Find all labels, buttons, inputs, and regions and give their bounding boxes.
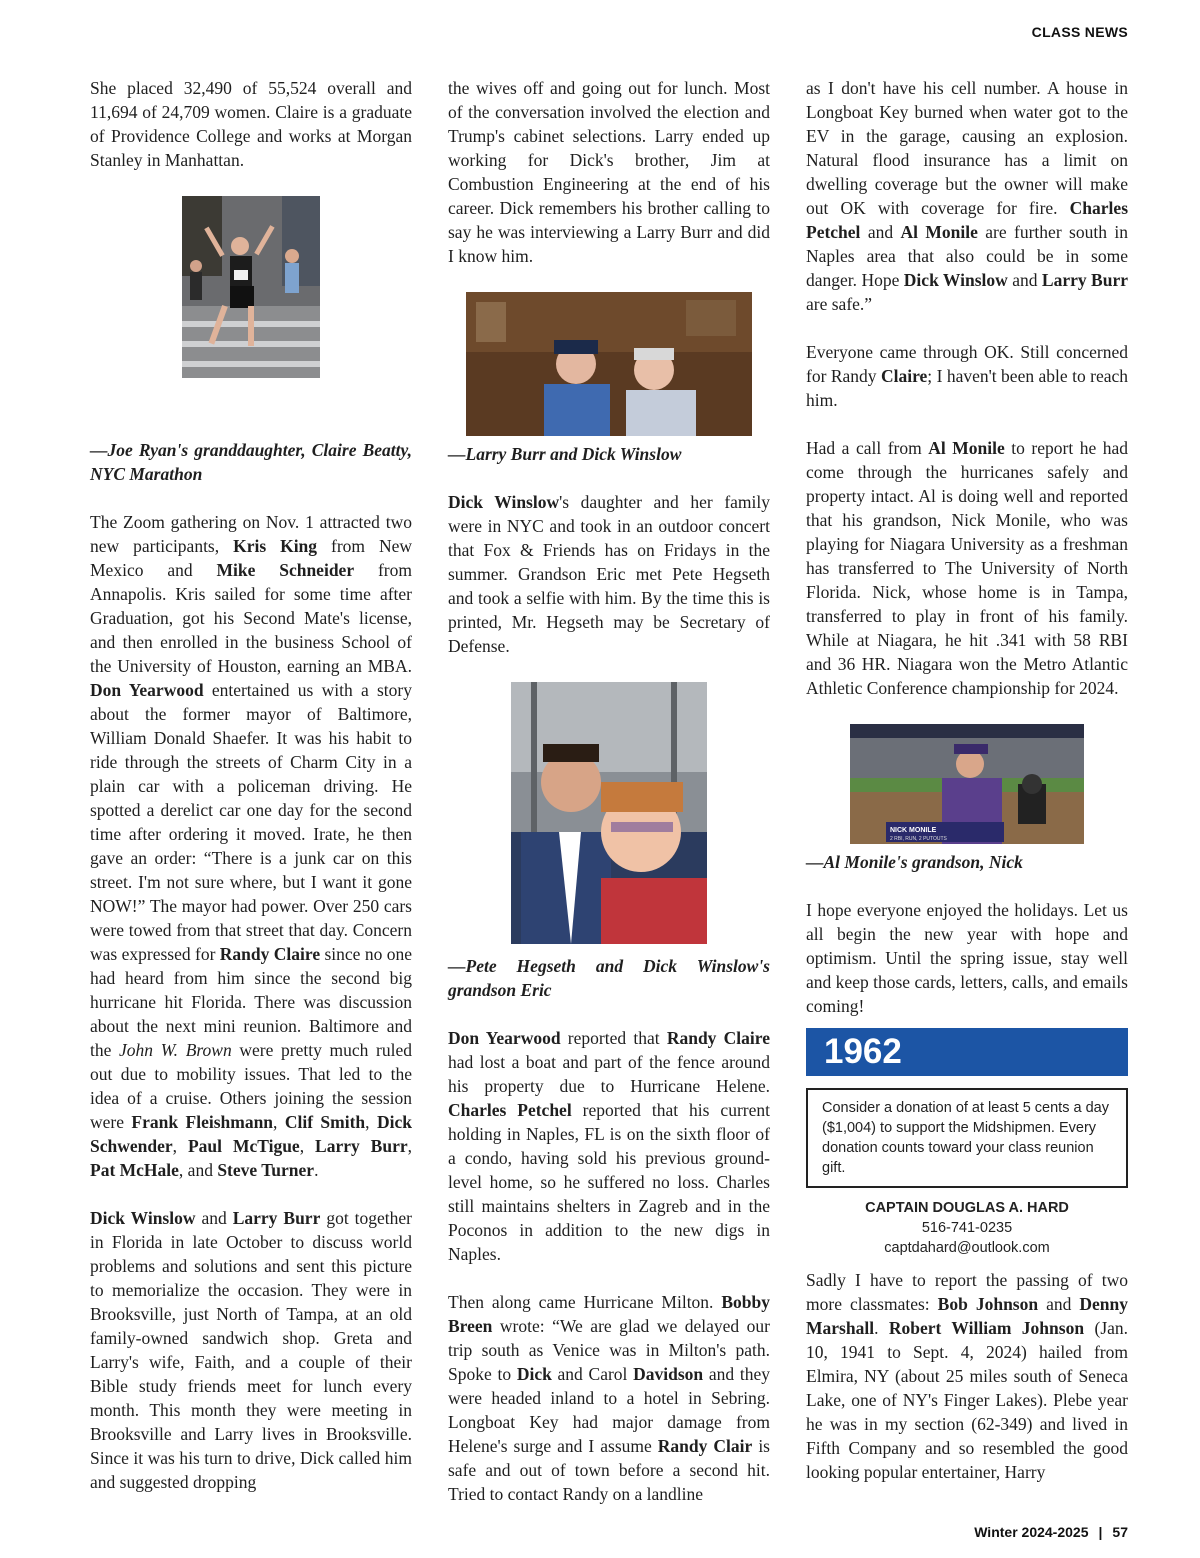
class-year-banner: 1962	[806, 1028, 1128, 1076]
paragraph-everyone-ok: Everyone came through OK. Still concerned for Randy Claire; I haven't been able to reach him.	[806, 342, 1128, 410]
paragraph-passing-classmates: Sadly I have to report the passing of two more classmates: Bob Johnson and Denny Marshall. Robert William Johnson (Jan. 10, 1941 to Sept. 4, 2024) hailed from Elmira, NY (about 25 miles south of Seneca Lake, one of NY's Finger Lakes). Plebe year he was in my section (62-349) and lived in Fifth Company and so resembled the good looking popular entertainer, Harry	[806, 1270, 1129, 1482]
paragraph-hurricane-milton: Then along came Hurricane Milton. Bobby Breen wrote: “We are glad we delayed our trip south as Venice was in Milton's path. Spoke to Dick and Carol Davidson and they were headed inland to a hotel in Sebring. Longboat Key had major damage from Helene's surge and I assume Randy Clair is safe and out of town before a second hit. Tried to contact Randy on a landline	[448, 1292, 770, 1504]
nick-monile-photo-image	[850, 724, 1084, 844]
marathon-photo-image	[182, 196, 320, 378]
paragraph-hegseth-selfie: Dick Winslow's daughter and her family were in NYC and took in an outdoor concert that Fox & Friends has on Fridays in the summer. Grandson Eric met Pete Hegseth and took a selfie with him. By the time this is printed, Mr. Hegseth may be Secretary of Defense.	[448, 492, 770, 656]
paragraph-helene-losses: Don Yearwood reported that Randy Claire had lost a boat and part of the fence around his property due to Hurricane Helene. Charles Petchel reported that his current holding in Naples, FL is on the sixth floor of a condo, having sold his previous ground-level home, so he suffered no loss. Charles still maintains shelters in Zagreb and in the Poconos in addition to the new digs in Naples.	[448, 1028, 770, 1264]
column-1	[90, 76, 412, 1494]
photo-hegseth-eric	[511, 682, 707, 944]
paragraph-closing: I hope everyone enjoyed the holidays. Let us all begin the new year with hope and optimism. Until the spring issue, stay well and keep those cards, letters, calls, and emails coming!	[806, 900, 1128, 1016]
column-2	[448, 76, 770, 1506]
contact-name: CAPTAIN DOUGLAS A. HARD	[865, 1200, 1069, 1216]
caption-marathon: —Joe Ryan's granddaughter, Claire Beatty, NYC Marathon	[90, 440, 412, 484]
caption-burr-winslow: —Larry Burr and Dick Winslow	[448, 444, 682, 464]
page-footer	[974, 1524, 1128, 1540]
column-3	[806, 76, 1128, 1484]
donation-box: Consider a donation of at least 5 cents a day ($1,004) to support the Midshipmen. Every donation counts toward your class reunion gift.	[806, 1088, 1128, 1188]
paragraph-al-monile: Had a call from Al Monile to report he had come through the hurricanes safely and property intact. Al is doing well and reported that his grandson, Nick Monile, who was playing for Niagara University as a freshman has transferred to The University of North Florida. Nick, whose home is in Tampa, transferred to play in front of his family. While at Niagara, he hit .341 with 58 RBI and 36 HR. Niagara won the Metro Atlantic Athletic Conference championship for 2024.	[806, 438, 1128, 698]
page-number: 57	[1112, 1524, 1128, 1540]
issue-label: Winter 2024-2025	[974, 1524, 1089, 1540]
class-contact	[806, 1198, 1128, 1258]
paragraph-zoom-gathering: The Zoom gathering on Nov. 1 attracted two new participants, Kris King from New Mexico and Mike Schneider from Annapolis. Kris sailed for some time after Graduation, got his Second Mate's license, and then enrolled in the business School of the University of Houston, earning an MBA. Don Yearwood entertained us with a story about the former mayor of Baltimore, William Donald Shaefer. It was his habit to ride through the streets of Charm City in a plain car with a policeman driving. He spotted a derelict car one day for the second time after ordering it moved. Irate, he then gave an order: “There is a junk car on this street. I'm not sure where, but I want it gone NOW!” The mayor had power. Over 250 cars were towed from that street that day. Concern was expressed for Randy Claire since no one had heard from him since the second big hurricane hit Florida. There was discussion about the next mini reunion. Baltimore and the John W. Brown were pretty much ruled out due to mobility issues. That led to the idea of a cruise. Others joining the session were Frank Fleishmann, Clif Smith, Dick Schwender, Paul McTigue, Larry Burr, Pat McHale, and Steve Turner.	[90, 512, 413, 1180]
contact-phone: 516-741-0235	[921, 1220, 1013, 1236]
hegseth-eric-photo-image	[511, 682, 707, 944]
nick-overlay-stats: 2 RBI, RUN, 2 PUTOUTS	[890, 836, 947, 842]
contact-email[interactable]: captdahard@outlook.com	[884, 1240, 1050, 1256]
nick-overlay-name: NICK MONILE	[890, 827, 937, 834]
paragraph-milton-continued: as I don't have his cell number. A house in Longboat Key burned when water got to the EV in the garage, causing an explosion. Natural flood insurance has a limit on dwelling coverage but the owner will make out OK with coverage for fire. Charles Petchel and Al Monile are further south in Naples area that also could be in some danger. Hope Dick Winslow and Larry Burr are safe.”	[806, 78, 1128, 314]
photo-nick-monile	[850, 724, 1084, 844]
footer-separator: |	[1098, 1524, 1103, 1540]
caption-hegseth-eric: —Pete Hegseth and Dick Winslow's grandson Eric	[448, 956, 770, 1000]
paragraph-lunch-continued: the wives off and going out for lunch. Most of the conversation involved the election and Trump's cabinet selections. Larry ended up working for Dick's brother, Jim at Combustion Engineering at the end of his career. Dick remembers his brother calling to say he was interviewing a Larry Burr and did I know him.	[448, 78, 770, 266]
photo-marathon-runner	[182, 196, 320, 378]
paragraph-winslow-burr-lunch: Dick Winslow and Larry Burr got together in Florida in late October to discuss world problems and solutions and sent this picture to memorialize the occasion. They were in Brooksville, just North of Tampa, at an old family-owned sandwich shop. Greta and Larry's wife, Faith, and a couple of their Bible study friends meet for lunch every month. This month they were meeting in Brooksville and Larry lives in Brooksville. Since it was his turn to drive, Dick called him and suggested dropping	[90, 1208, 412, 1492]
photo-burr-winslow	[466, 292, 752, 436]
burr-winslow-photo-image	[466, 292, 752, 436]
paragraph-marathon-result: She placed 32,490 of 55,524 overall and 11,694 of 24,709 women. Claire is a graduate of Providence College and works at Morgan Stanley in Manhattan.	[90, 78, 412, 170]
section-label: CLASS NEWS	[1031, 24, 1128, 40]
caption-nick-monile: —Al Monile's grandson, Nick	[806, 852, 1023, 872]
